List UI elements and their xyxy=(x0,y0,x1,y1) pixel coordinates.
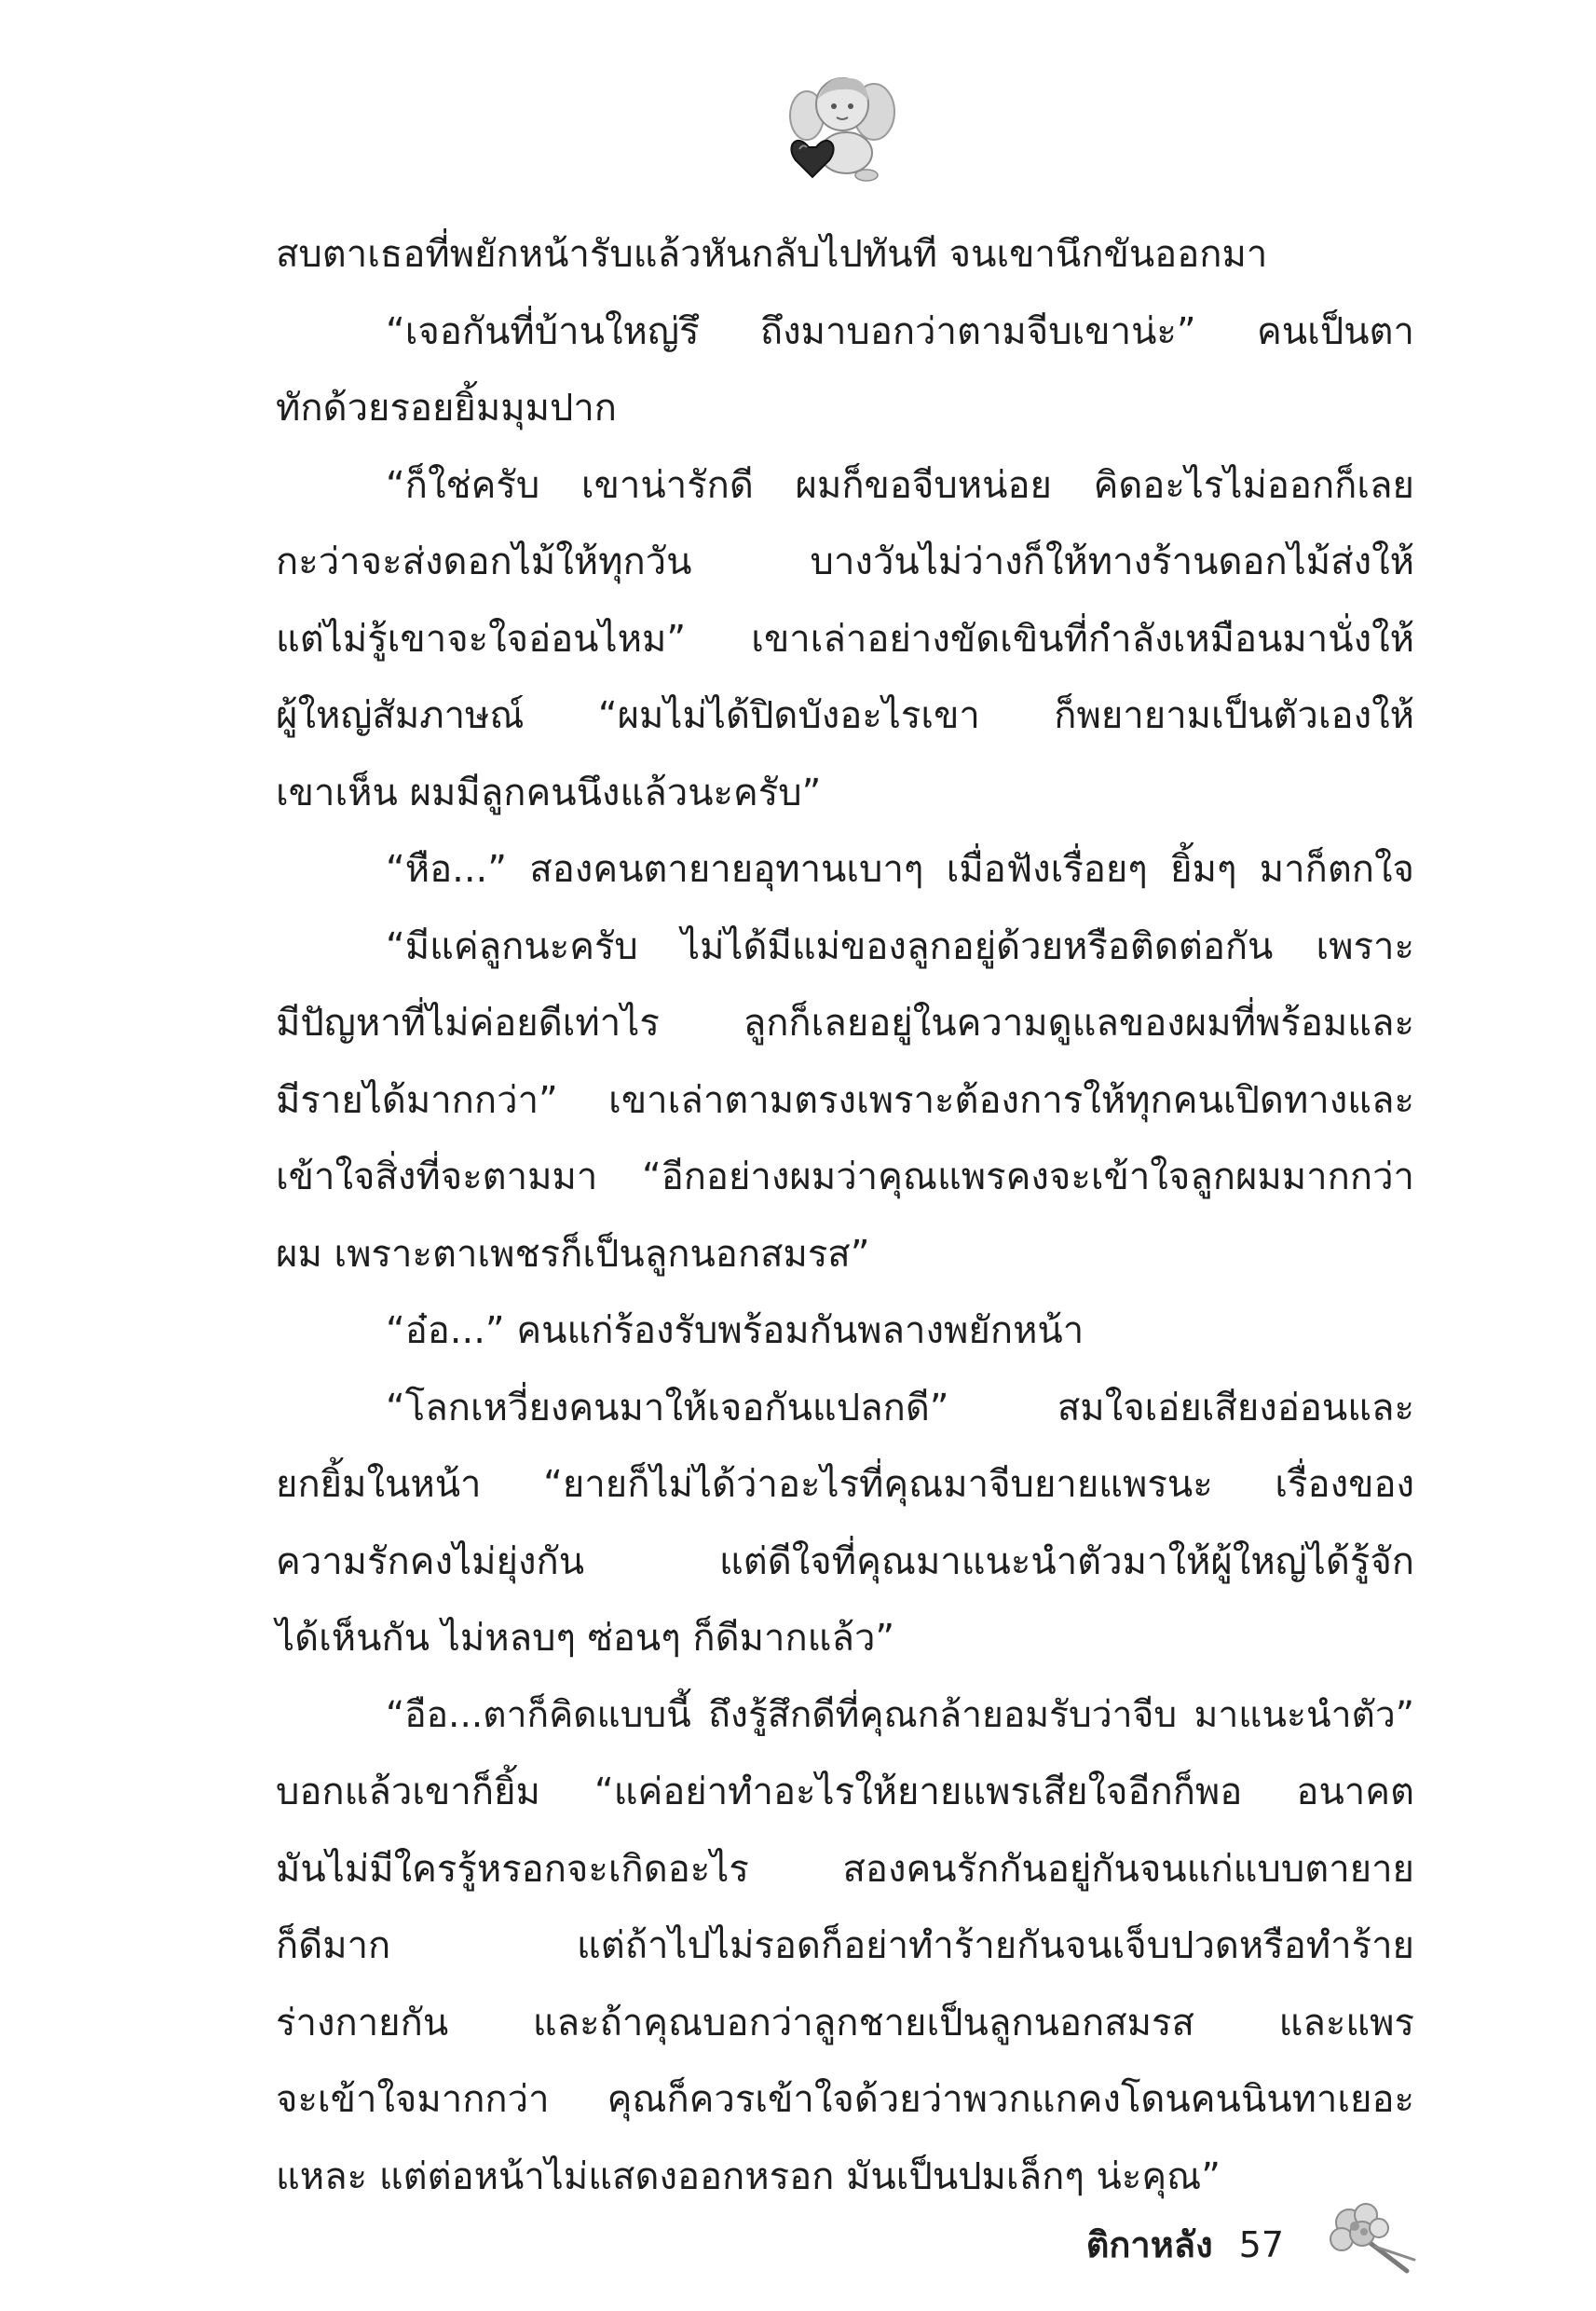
text-line: “ก็ใช่ครับ เขาน่ารักดี ผมก็ขอจีบหน่อย คิดอะไรไม่ออกก็เลย xyxy=(386,463,1414,507)
text-line: “เจอกันที่บ้านใหญ่รึ ถึงมาบอกว่าตามจีบเขาน่ะ” คนเป็นตา xyxy=(386,309,1414,353)
text-line: ความรักคงไม่ยุ่งกัน แต่ดีใจที่คุณมาแนะนำตัวมาให้ผู้ใหญ่ได้รู้จัก xyxy=(276,1539,1414,1583)
text-line: ก็ดีมาก แต่ถ้าไปไม่รอดก็อย่าทำร้ายกันจนเจ็บปวดหรือทำร้าย xyxy=(276,1924,1414,1967)
text-line: ได้เห็นกัน ไม่หลบๆ ซ่อนๆ ก็ดีมากแล้ว” xyxy=(276,1617,895,1660)
text-line: “โลกเหวี่ยงคนมาให้เจอกันแปลกดี” สมใจเอ่ยเสียงอ่อนและ xyxy=(386,1386,1414,1429)
text-line: มีปัญหาที่ไม่ค่อยดีเท่าไร ลูกก็เลยอยู่ในความดูแลของผมที่พร้อมและ xyxy=(276,1002,1414,1045)
text-line: มีรายได้มากกว่า” เขาเล่าตามตรงเพราะต้องการให้ทุกคนเปิดทางและ xyxy=(276,1078,1414,1122)
text-line: ร่างกายกัน และถ้าคุณบอกว่าลูกชายเป็นลูกนอกสมรส และแพร xyxy=(276,2001,1414,2044)
text-line: สบตาเธอที่พยักหน้ารับแล้วหันกลับไปทันที จนเขานึกขันออกมา xyxy=(276,233,1268,276)
book-title: ติกาหลัง xyxy=(1085,2224,1213,2265)
text-line: บอกแล้วเขาก็ยิ้ม “แค่อย่าทำอะไรให้ยายแพรเสียใจอีกก็พอ อนาคต xyxy=(276,1771,1414,1813)
text-line: “อือ...ตาก็คิดแบบนี้ ถึงรู้สึกดีที่คุณกล้ายอมรับว่าจีบ มาแนะนำตัว” xyxy=(386,1693,1414,1736)
text-line: แต่ไม่รู้เขาจะใจอ่อนไหม” เขาเล่าอย่างขัดเขินที่กำลังเหมือนมานั่งให้ xyxy=(276,617,1414,661)
text-line: กะว่าจะส่งดอกไม้ให้ทุกวัน บางวันไม่ว่างก็ให้ทางร้านดอกไม้ส่งให้ xyxy=(276,540,1414,583)
text-line: ผู้ใหญ่สัมภาษณ์ “ผมไม่ได้ปิดบังอะไรเขา ก็พยายามเป็นตัวเองให้ xyxy=(276,694,1414,737)
text-line: “มีแค่ลูกนะครับ ไม่ได้มีแม่ของลูกอยู่ด้วยหรือติดต่อกัน เพราะ xyxy=(386,924,1414,968)
body-text xyxy=(276,216,1414,2215)
text-line: ทักด้วยรอยยิ้มมุมปาก xyxy=(276,387,618,430)
cupid-with-heart-icon xyxy=(781,67,902,188)
text-line: ยกยิ้มในหน้า “ยายก็ไม่ได้ว่าอะไรที่คุณมาจีบยายแพรนะ เรื่องของ xyxy=(276,1463,1414,1506)
text-line: เขาเห็น ผมมีลูกคนนึงแล้วนะครับ” xyxy=(276,771,822,814)
text-line: มันไม่มีใครรู้หรอกจะเกิดอะไร สองคนรักกันอยู่กันจนแก่แบบตายาย xyxy=(276,1847,1414,1891)
text-line: ผม เพราะตาเพชรก็เป็นลูกนอกสมรส” xyxy=(276,1232,870,1276)
page-footer xyxy=(1086,2216,1284,2273)
flower-bouquet-icon xyxy=(1321,2195,1424,2278)
text-line: แหละ แต่ต่อหน้าไม่แสดงออกหรอก มันเป็นปมเล็กๆ น่ะคุณ” xyxy=(276,2154,1221,2198)
page-number: 57 xyxy=(1238,2224,1284,2265)
text-line: “หือ...” สองคนตายายอุทานเบาๆ เมื่อฟังเรื่อยๆ ยิ้มๆ มาก็ตกใจ xyxy=(386,848,1414,891)
text-line: เข้าใจสิ่งที่จะตามมา “อีกอย่างผมว่าคุณแพรคงจะเข้าใจลูกผมมากกว่า xyxy=(276,1156,1414,1198)
text-line: จะเข้าใจมากกว่า คุณก็ควรเข้าใจด้วยว่าพวกแกคงโดนคนนินทาเยอะ xyxy=(276,2078,1414,2121)
text-line: “อ๋อ...” คนแก่ร้องรับพร้อมกันพลางพยักหน้า xyxy=(386,1309,1084,1352)
